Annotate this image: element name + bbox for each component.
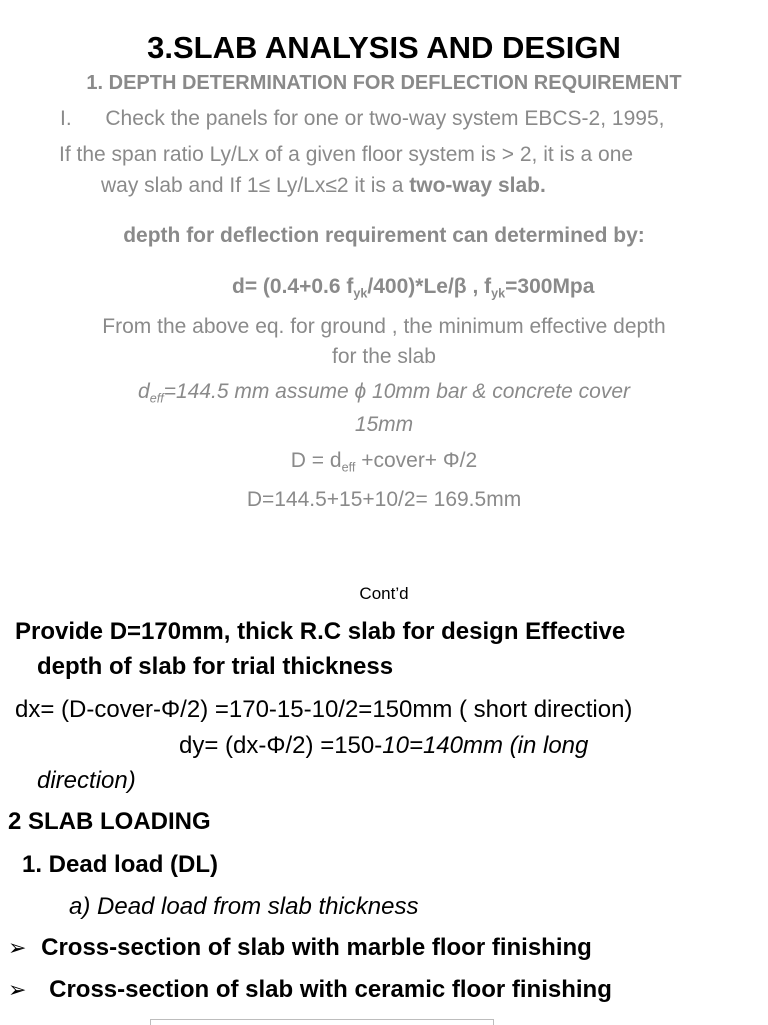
list-marker: I.: [60, 107, 72, 130]
deflection-formula: [232, 275, 594, 299]
bullet-text: Cross-section of slab with marble floor finishing: [41, 934, 592, 961]
list-item-text: Check the panels for one or two-way system EBCS-2, 1995,: [105, 107, 665, 130]
arrow-bullet-icon: ➢: [8, 936, 27, 961]
page-title: 3.SLAB ANALYSIS AND DESIGN: [147, 30, 621, 65]
dead-load-heading: 1. Dead load (DL): [22, 851, 219, 878]
D-eq-subscript: eff: [341, 460, 356, 475]
D-equation: [0, 449, 768, 473]
formula-subscript: yk: [491, 286, 506, 301]
dy-italic-text: 10=140mm (in long: [382, 732, 589, 759]
formula-part: /400)*Le/β , f: [367, 275, 492, 298]
span-ratio-line-2: [101, 174, 546, 198]
ground-line-1: From the above eq. for ground , the minimum effective depth: [102, 315, 666, 338]
dy-line-1: [179, 732, 588, 760]
deff-symbol: d: [138, 380, 150, 403]
deff-line-1: [0, 380, 768, 404]
ground-line-2: for the slab: [332, 345, 436, 368]
arrow-bullet-icon: ➢: [8, 978, 27, 1003]
two-way-slab-emphasis: two-way slab.: [409, 174, 546, 197]
bullet-text: Cross-section of slab with ceramic floor finishing: [49, 976, 612, 1003]
section-heading-depth: 1. DEPTH DETERMINATION FOR DEFLECTION REQUIREMENT: [86, 72, 682, 94]
contd-label: Cont’d: [359, 584, 409, 603]
slab-loading-heading: 2 SLAB LOADING: [8, 808, 211, 835]
provide-line-2: depth of slab for trial thickness: [37, 653, 394, 680]
span-ratio-text: way slab and If 1≤ Ly/Lx≤2 it is a: [101, 174, 410, 197]
formula-part: =300Mpa: [505, 275, 595, 298]
bullet-item-marble: [8, 934, 592, 962]
provide-line-1: Provide D=170mm, thick R.C slab for design Effective: [15, 618, 626, 645]
deff-subscript: eff: [149, 391, 164, 406]
deff-line-2: 15mm: [354, 413, 414, 436]
dy-text: dy= (dx-Φ/2) =150-: [179, 732, 383, 759]
deff-text: =144.5 mm assume ϕ 10mm bar & concrete cover: [163, 380, 630, 403]
dx-line: dx= (D-cover-Φ/2) =170-15-10/2=150mm ( short direction): [15, 696, 633, 723]
D-eq-part: +cover+ Φ/2: [355, 449, 478, 472]
formula-part: d= (0.4+0.6 f: [232, 275, 354, 298]
formula-subscript: yk: [353, 286, 368, 301]
span-ratio-line-1: If the span ratio Ly/Lx of a given floor system is > 2, it is a one: [59, 143, 634, 166]
figure-frame-top-edge: [150, 1019, 494, 1020]
bullet-item-ceramic: [8, 976, 612, 1004]
list-item-check-panels: [60, 107, 664, 131]
D-eq-part: D = d: [290, 449, 342, 472]
depth-intro: depth for deflection requirement can determined by:: [123, 224, 645, 247]
dy-line-2: direction): [37, 767, 136, 794]
dead-load-slab-thickness: a) Dead load from slab thickness: [69, 893, 419, 920]
D-calculation: D=144.5+15+10/2= 169.5mm: [246, 488, 522, 511]
